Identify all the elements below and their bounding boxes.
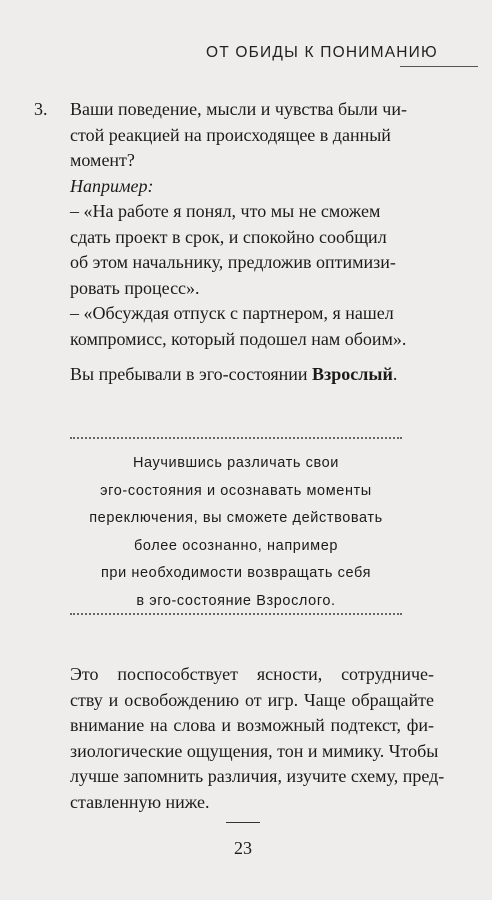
example-label: Например: [70, 175, 154, 196]
paragraph-line: лучше запомнить различия, изучите схему, пред- [70, 766, 445, 786]
body-paragraph [70, 662, 445, 815]
callout-line: при необходимости возвращать себя [100, 565, 372, 581]
footer-rule [226, 822, 260, 823]
example-line: ровать процесс». [70, 277, 200, 298]
example-line: – «Обсуждая отпуск с партнером, я нашел [70, 303, 394, 323]
callout-line: более осознанно, например [133, 537, 339, 554]
paragraph-line: ставленную ниже. [70, 791, 210, 812]
header-rule [400, 66, 478, 67]
callout-line: в эго-состояние Взрослого. [136, 592, 336, 609]
running-header: ОТ ОБИДЫ К ПОНИМАНИЮ [206, 44, 438, 61]
item-line: стой реакцией на происходящее в данный [70, 124, 391, 145]
conclusion-emphasis: Взрослый [312, 364, 393, 384]
callout-line: эго-состояния и осознавать моменты [100, 482, 372, 499]
conclusion-prefix: Вы пребывали в эго-состоянии [70, 364, 313, 384]
callout-line: Научившись различать свои [132, 455, 340, 471]
item-line: момент? [70, 150, 135, 170]
paragraph-line: Это поспособствует ясности, сотрудниче- [70, 664, 434, 684]
item-line: Ваши поведение, мысли и чувства были чи- [70, 99, 407, 119]
callout-box [70, 450, 402, 615]
paragraph-line: внимание на слова и возможный подтекст, фи- [70, 715, 434, 735]
callout-top-divider [70, 437, 402, 439]
list-item-number: 3. [34, 99, 48, 119]
list-item-body [70, 97, 468, 352]
page-number: 23 [234, 838, 252, 858]
example-line: компромисс, который подошел нам обоим». [70, 328, 407, 349]
paragraph-line: ству и освобождению от игр. Чаще обращайте [70, 689, 434, 710]
callout-line: переключения, вы сможете действовать [89, 510, 383, 526]
example-line: сдать проект в срок, и спокойно сообщил [70, 226, 387, 247]
callout-bottom-divider [70, 613, 402, 615]
conclusion-line [70, 364, 397, 385]
example-line: об этом начальнику, предложив оптимизи- [70, 252, 396, 272]
conclusion-suffix: . [392, 364, 398, 384]
example-line: – «На работе я понял, что мы не сможем [70, 201, 381, 221]
paragraph-line: зиологические ощущения, тон и мимику. Чтобы [70, 740, 439, 761]
